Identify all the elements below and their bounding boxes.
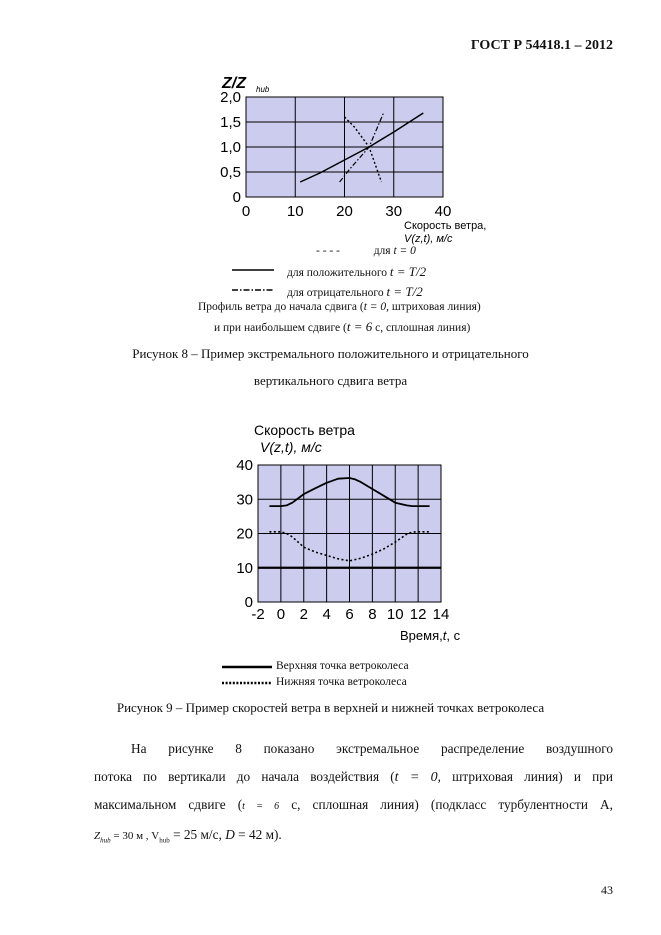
figure8-caption-line2: вертикального сдвига ветра bbox=[253, 373, 408, 388]
figure8-caption-line1: Рисунок 8 – Пример экстремального положительного и отрицательного bbox=[132, 346, 529, 361]
fig8-legend-row1: - - - - для t = 0 bbox=[316, 245, 416, 257]
fig8-legend-row2: для положительного t = T/2 bbox=[287, 264, 427, 279]
figure9-chart bbox=[0, 410, 661, 650]
y-tick-label: 0 bbox=[232, 189, 241, 206]
y-tick-label: 40 bbox=[236, 457, 253, 474]
x-tick-label: 8 bbox=[368, 606, 377, 623]
page-number: 43 bbox=[601, 883, 613, 897]
fig9-legend-row1: Верхняя точка ветроколеса bbox=[276, 660, 409, 672]
fig9-xlabel: Время,t, с bbox=[400, 628, 461, 643]
fig9-legend-row2: Нижняя точка ветроколеса bbox=[276, 676, 407, 688]
document-header: ГОСТ Р 54418.1 – 2012 bbox=[470, 38, 613, 53]
fig8-ylabel-sub: hub bbox=[256, 85, 270, 94]
fig8-note-line1: Профиль ветра до начала сдвига (t = 0, штриховая линия) bbox=[198, 301, 481, 313]
fig8-ylabel-main: Z/Z bbox=[222, 75, 246, 92]
y-tick-label: 30 bbox=[236, 491, 253, 509]
y-tick-label: 1,5 bbox=[220, 114, 241, 131]
body-paragraph-line2: потока по вертикали до начала воздействия (t = 0, штриховая линия) и при bbox=[94, 769, 613, 785]
legend-dotted-line-icon bbox=[222, 677, 274, 689]
body-paragraph-line3: максимальном сдвиге (t = 6 с, сплошная линия) (подкласс турбулентности А, bbox=[94, 797, 613, 812]
figure8-chart bbox=[0, 0, 661, 260]
x-tick-label: 6 bbox=[345, 606, 354, 623]
body-paragraph-line1: На рисунке 8 показано экстремальное распределение воздушного bbox=[131, 741, 613, 756]
x-tick-label: 0 bbox=[241, 203, 251, 220]
fig9-ylabel-line2: V(z,t), м/с bbox=[260, 439, 322, 455]
fig9-ylabel-line1: Скорость ветра bbox=[254, 422, 355, 438]
y-tick-label: 1,0 bbox=[220, 139, 241, 156]
x-tick-label: 4 bbox=[322, 606, 331, 623]
x-tick-label: 10 bbox=[386, 606, 404, 623]
fig8-xlabel-line2: V(z,t), м/с bbox=[404, 233, 453, 245]
legend-solid-line-icon bbox=[222, 661, 274, 673]
x-tick-label: 14 bbox=[432, 606, 450, 623]
legend-dashed-marker: - - - - bbox=[316, 245, 340, 257]
x-tick-label: 0 bbox=[276, 606, 286, 623]
y-tick-label: 20 bbox=[236, 525, 253, 543]
y-tick-label: 10 bbox=[236, 559, 253, 577]
x-tick-label: 12 bbox=[409, 606, 427, 623]
x-tick-label: 20 bbox=[336, 203, 353, 220]
y-tick-label: 2,0 bbox=[220, 89, 241, 106]
fig8-note-line2: и при наибольшем сдвиге (t = 6 с, сплошная линия) bbox=[214, 319, 471, 334]
x-tick-label: -2 bbox=[251, 606, 265, 623]
legend-dashdot-line-icon bbox=[232, 283, 276, 295]
x-tick-label: 2 bbox=[299, 606, 308, 623]
legend-solid-line-icon bbox=[232, 263, 276, 275]
body-paragraph-line4: $Z_{hub} = 30$ м , $V_{hub} = 25$ м/с, D = 42 м). bbox=[94, 827, 282, 845]
x-tick-label: 40 bbox=[434, 203, 452, 220]
y-tick-label: 0,5 bbox=[220, 164, 241, 181]
x-tick-label: 30 bbox=[385, 203, 403, 220]
x-tick-label: 10 bbox=[286, 203, 304, 220]
y-tick-label: 0 bbox=[244, 594, 253, 611]
figure9-caption: Рисунок 9 – Пример скоростей ветра в верхней и нижней точках ветроколеса bbox=[116, 700, 545, 715]
fig8-legend-row3: для отрицательного t = T/2 bbox=[287, 284, 423, 299]
fig8-xlabel-line1: Скорость ветра, bbox=[404, 220, 487, 232]
